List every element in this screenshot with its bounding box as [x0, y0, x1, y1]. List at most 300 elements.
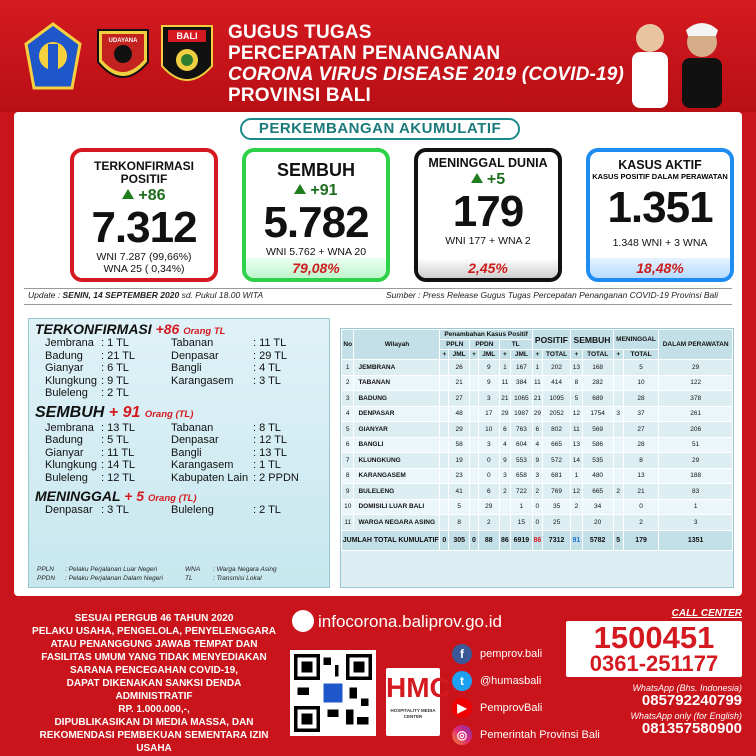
- table-cell: JEMBRANA: [354, 360, 440, 376]
- region-table-body: [342, 360, 733, 551]
- recovered-percentage: 79,08%: [246, 258, 386, 278]
- region-count: : 13 TL: [253, 446, 288, 459]
- region-name: Tabanan: [171, 421, 214, 434]
- table-cell: 553: [511, 453, 533, 469]
- social-handle: @humasbali: [480, 674, 542, 687]
- header-title-line-3: CORONA VIRUS DISEASE 2019 (COVID-19): [228, 64, 625, 85]
- table-row: [342, 422, 733, 438]
- region-count: : 6 TL: [101, 362, 129, 374]
- table-cell: TABANAN: [354, 375, 440, 391]
- recovered-breakdown: WNI 5.762 + WNA 20: [265, 246, 367, 258]
- table-cell: 8: [342, 468, 354, 484]
- table-row: [342, 515, 733, 531]
- twitter-icon: t: [452, 671, 472, 691]
- table-cell: 6: [532, 422, 542, 438]
- instagram-icon: ◎: [452, 725, 472, 745]
- table-row: [342, 375, 733, 391]
- table-cell: GIANYAR: [354, 422, 440, 438]
- col-no: No: [342, 330, 354, 360]
- bali-province-logo: [24, 22, 82, 92]
- table-cell: 3: [478, 391, 499, 407]
- table-cell: 29: [659, 360, 733, 376]
- region-count: : 3 TL: [101, 504, 129, 516]
- table-cell: 21: [532, 391, 542, 407]
- table-cell: [470, 515, 479, 531]
- udayana-military-logo: [94, 22, 152, 92]
- table-cell: 665: [542, 437, 570, 453]
- table-cell: 6: [342, 437, 354, 453]
- region-count: [253, 387, 333, 400]
- region-count: : 3 TL: [253, 374, 281, 387]
- region-name: Jembrana: [45, 421, 94, 434]
- table-cell: 25: [542, 515, 570, 531]
- table-cell: WARGA NEGARA ASING: [354, 515, 440, 531]
- table-cell: [470, 499, 479, 515]
- table-cell: 3: [342, 391, 354, 407]
- col-jml: JML: [511, 350, 533, 360]
- table-cell: [440, 453, 449, 469]
- table-cell: 1: [532, 360, 542, 376]
- deaths-breakdown-heading: MENINGGAL + 5 Orang (TL): [35, 488, 197, 504]
- table-cell: 9: [342, 484, 354, 500]
- table-cell: [613, 468, 623, 484]
- daily-breakdown-panel: [28, 318, 330, 588]
- notice-line: RP. 1.000.000,-,: [118, 704, 190, 715]
- regulation-notice: [30, 612, 278, 755]
- region-count: : 1 TL: [101, 337, 129, 349]
- col-plus: +: [440, 350, 449, 360]
- table-cell: 48: [449, 406, 470, 422]
- table-cell: BANGLI: [354, 437, 440, 453]
- call-center: [566, 608, 742, 737]
- table-cell: 37: [623, 406, 659, 422]
- table-cell: 29: [499, 406, 510, 422]
- confirmed-breakdown-heading: TERKONFIRMASI +86 Orang TL: [35, 321, 226, 337]
- region-count: : 11 TL: [253, 337, 287, 349]
- legend-row: [37, 574, 313, 583]
- table-cell: 3: [659, 515, 733, 531]
- col-penambahan: Penambahan Kasus Positif: [440, 330, 532, 340]
- region-name: Karangasem: [171, 459, 234, 471]
- region-name: Gianyar: [45, 362, 84, 374]
- facebook-icon: f: [452, 644, 472, 664]
- table-cell: 7: [342, 453, 354, 469]
- region-name: Denpasar: [171, 349, 219, 362]
- recovered-delta: +91: [246, 182, 386, 200]
- table-cell: 3: [532, 468, 542, 484]
- table-cell: [440, 437, 449, 453]
- total-cell: 305: [449, 530, 470, 550]
- table-cell: [613, 391, 623, 407]
- table-cell: 261: [659, 406, 733, 422]
- table-cell: 378: [659, 391, 733, 407]
- table-cell: 122: [659, 375, 733, 391]
- table-cell: 480: [582, 468, 613, 484]
- col-plus: +: [532, 350, 542, 360]
- table-cell: 9: [532, 453, 542, 469]
- table-row: [342, 406, 733, 422]
- qr-code-image: [294, 654, 372, 732]
- table-cell: 83: [659, 484, 733, 500]
- table-cell: 6: [499, 422, 510, 438]
- table-cell: 658: [511, 468, 533, 484]
- table-cell: [470, 453, 479, 469]
- website-link[interactable]: infocorona.baliprov.go.id: [292, 610, 502, 632]
- table-cell: BULELENG: [354, 484, 440, 500]
- notice-line: SESUAI PERGUB 46 TAHUN 2020: [74, 613, 234, 624]
- region-count: : 29 TL: [253, 349, 288, 362]
- table-cell: 23: [449, 468, 470, 484]
- col-total: TOTAL: [623, 350, 659, 360]
- table-cell: 202: [542, 360, 570, 376]
- table-cell: 1: [342, 360, 354, 376]
- social-handle: Pemerintah Provinsi Bali: [480, 728, 600, 741]
- table-cell: 569: [582, 422, 613, 438]
- legend-text: WNA: [185, 566, 201, 573]
- main-card: [14, 112, 742, 596]
- active-total: 1.351: [607, 183, 713, 232]
- table-cell: 0: [478, 468, 499, 484]
- legend-text: PPDN: [37, 575, 56, 582]
- table-cell: 3: [499, 468, 510, 484]
- active-percentage: 18,48%: [590, 258, 730, 278]
- table-cell: 3: [613, 406, 623, 422]
- social-handle: pemprov.bali: [480, 647, 543, 660]
- table-cell: 21: [623, 484, 659, 500]
- table-cell: [440, 375, 449, 391]
- table-row: [342, 437, 733, 453]
- polda-bali-logo: [158, 22, 216, 92]
- deaths-card: [414, 148, 562, 282]
- total-cell: 1351: [659, 530, 733, 550]
- col-plus: +: [499, 350, 510, 360]
- deaths-title: MENINGGAL DUNIA: [428, 156, 548, 170]
- social-handle: PemprovBali: [480, 701, 543, 714]
- table-cell: [440, 468, 449, 484]
- region-name: Klungkung: [45, 459, 97, 471]
- table-cell: [571, 515, 582, 531]
- table-cell: 28: [623, 437, 659, 453]
- region-count: : 4 TL: [253, 362, 281, 374]
- table-cell: [470, 422, 479, 438]
- table-row: [342, 360, 733, 376]
- table-cell: 10: [623, 375, 659, 391]
- total-cell: 88: [478, 530, 499, 550]
- legend-text: : Pelaku Perjalanan Dalam Negeri: [65, 575, 163, 582]
- table-cell: 11: [532, 375, 542, 391]
- table-cell: [613, 499, 623, 515]
- table-cell: 1987: [511, 406, 533, 422]
- table-cell: [440, 499, 449, 515]
- active-subtitle: KASUS POSITIF DALAM PERAWATAN: [592, 172, 728, 181]
- whatsapp-label-indonesia: WhatsApp (Bhs. Indonesia): [632, 683, 742, 693]
- legend-text: PPLN: [37, 566, 54, 573]
- region-table: [341, 329, 733, 551]
- table-cell: 2052: [542, 406, 570, 422]
- col-meninggal: MENINGGAL: [613, 330, 659, 350]
- table-cell: 282: [582, 375, 613, 391]
- table-cell: DENPASAR: [354, 406, 440, 422]
- legend-row: [37, 565, 313, 574]
- update-line: Update : SENIN, 14 SEPTEMBER 2020 sd. Pukul 18.00 WITA: [28, 290, 264, 300]
- table-cell: 572: [542, 453, 570, 469]
- table-cell: [613, 437, 623, 453]
- confirmed-wni: WNI 7.287 (99,66%): [96, 251, 192, 263]
- hmc-caption: HOSPITALITY MEDIA CENTER: [390, 708, 436, 719]
- total-cell: 86: [532, 530, 542, 550]
- confirmed-wna: WNA 25 ( 0,34%): [103, 263, 185, 275]
- notice-line: FASILITAS UMUM YANG TIDAK MENYEDIAKAN: [41, 652, 267, 663]
- region-name: Jembrana: [45, 337, 94, 349]
- col-plus: +: [470, 350, 479, 360]
- table-cell: 4: [532, 437, 542, 453]
- notice-line: DAPAT DIKENAKAN SANKSI DENDA ADMINISTRATIF: [66, 678, 242, 702]
- globe-icon: [292, 610, 314, 632]
- deaths-total: 179: [452, 187, 524, 236]
- region-count: : 11 TL: [101, 446, 135, 459]
- abbreviation-legend: [37, 565, 313, 583]
- table-cell: [499, 515, 510, 531]
- active-breakdown: 1.348 WNI + 3 WNA: [612, 237, 708, 249]
- table-cell: 9: [478, 360, 499, 376]
- table-cell: 2: [571, 499, 582, 515]
- divider: [24, 288, 732, 289]
- total-cell: 0: [440, 530, 449, 550]
- legend-text: : Transmisi Lokal: [213, 575, 262, 582]
- table-cell: 27: [623, 422, 659, 438]
- header-title: [228, 22, 624, 106]
- region-count: : 5 TL: [101, 434, 129, 446]
- hmc-logo: [386, 668, 450, 736]
- table-cell: [499, 499, 510, 515]
- table-cell: 21: [499, 391, 510, 407]
- table-cell: [470, 375, 479, 391]
- recovered-breakdown-list: [29, 422, 329, 485]
- table-cell: 769: [542, 484, 570, 500]
- recovered-card: [242, 148, 390, 282]
- region-name: Bangli: [171, 446, 202, 459]
- table-cell: 4: [499, 437, 510, 453]
- table-row: [342, 484, 733, 500]
- table-cell: 8: [623, 453, 659, 469]
- table-cell: 17: [478, 406, 499, 422]
- region-count: : 14 TL: [101, 459, 136, 471]
- table-total-row: [342, 530, 733, 550]
- total-cell: 5: [613, 530, 623, 550]
- region-name: Karangasem: [171, 374, 234, 387]
- table-cell: 1: [571, 468, 582, 484]
- table-cell: 29: [532, 406, 542, 422]
- region-count: : 2 PPDN: [253, 471, 299, 484]
- table-cell: 2: [478, 515, 499, 531]
- whatsapp-label-english: WhatsApp only (for English): [630, 711, 742, 721]
- table-cell: 2: [499, 484, 510, 500]
- table-cell: [440, 360, 449, 376]
- confirmed-title: TERKONFIRMASI POSITIF: [94, 159, 194, 186]
- table-cell: 13: [571, 437, 582, 453]
- table-cell: 763: [511, 422, 533, 438]
- deaths-breakdown: WNI 177 + WNA 2: [445, 235, 531, 247]
- table-cell: 0: [478, 453, 499, 469]
- table-cell: 41: [449, 484, 470, 500]
- table-cell: 26: [449, 360, 470, 376]
- up-arrow-icon: [294, 184, 306, 194]
- header-banner: [0, 0, 756, 112]
- table-cell: 1: [659, 499, 733, 515]
- table-cell: 8: [571, 375, 582, 391]
- table-cell: 1095: [542, 391, 570, 407]
- table-cell: 586: [582, 437, 613, 453]
- deaths-breakdown-list: [29, 504, 329, 517]
- total-cell: 6919: [511, 530, 533, 550]
- table-cell: 167: [511, 360, 533, 376]
- region-name: Klungkung: [45, 374, 97, 387]
- table-cell: [440, 406, 449, 422]
- table-cell: 802: [542, 422, 570, 438]
- table-cell: 19: [449, 453, 470, 469]
- youtube-icon: ▶: [452, 698, 472, 718]
- table-cell: 689: [582, 391, 613, 407]
- table-cell: 5: [449, 499, 470, 515]
- region-count: : 2 TL: [253, 504, 281, 516]
- recovered-total: 5.782: [263, 198, 369, 247]
- table-cell: 206: [659, 422, 733, 438]
- whatsapp-number-english[interactable]: 081357580900: [641, 720, 742, 737]
- table-cell: 665: [582, 484, 613, 500]
- region-count: : 21 TL: [101, 349, 136, 362]
- call-center-number[interactable]: 1500451: [593, 620, 715, 655]
- table-row: [342, 453, 733, 469]
- table-cell: BADUNG: [354, 391, 440, 407]
- notice-line: SARANA PENCEGAHAN COVID-19,: [70, 665, 238, 676]
- confirmed-breakdown-list: [29, 337, 329, 400]
- active-card: [586, 148, 734, 282]
- recovered-breakdown-heading: SEMBUH + 91 Orang (TL): [35, 403, 194, 421]
- call-center-label: CALL CENTER: [671, 608, 742, 619]
- col-jml: JML: [449, 350, 470, 360]
- region-count: : 9 TL: [101, 374, 129, 387]
- table-cell: 13: [571, 360, 582, 376]
- hmc-mark-icon: HMC: [386, 672, 450, 703]
- table-cell: 29: [449, 422, 470, 438]
- polda-logo-text: BALI: [176, 31, 198, 41]
- table-cell: 188: [659, 468, 733, 484]
- table-cell: 9: [499, 453, 510, 469]
- table-cell: 21: [449, 375, 470, 391]
- table-cell: KLUNGKUNG: [354, 453, 440, 469]
- table-cell: 11: [571, 422, 582, 438]
- table-cell: 12: [571, 406, 582, 422]
- total-label: JUMLAH TOTAL KUMULATIF: [342, 530, 440, 550]
- notice-line: REKOMENDASI PEMBEKUAN SEMENTARA IZIN USAHA: [39, 730, 269, 754]
- table-cell: KARANGASEM: [354, 468, 440, 484]
- header-title-line-4: PROVINSI BALI: [228, 85, 372, 106]
- confirmed-delta: +86: [74, 187, 214, 205]
- table-cell: 11: [342, 515, 354, 531]
- region-name: Buleleng: [171, 504, 214, 516]
- col-jml: JML: [478, 350, 499, 360]
- table-cell: 1065: [511, 391, 533, 407]
- recovered-title: SEMBUH: [276, 160, 355, 180]
- source-line: Sumber : Press Release Gugus Tugas Percepatan Penanganan COVID-19 Provinsi Bali: [386, 290, 719, 300]
- table-row: [342, 499, 733, 515]
- table-cell: 1754: [582, 406, 613, 422]
- table-cell: [440, 422, 449, 438]
- table-cell: 51: [659, 437, 733, 453]
- table-cell: 20: [582, 515, 613, 531]
- table-cell: [613, 375, 623, 391]
- up-arrow-icon: [471, 173, 483, 183]
- table-cell: 5: [623, 360, 659, 376]
- table-cell: 168: [582, 360, 613, 376]
- section-heading: PERKEMBANGAN AKUMULATIF: [240, 118, 520, 140]
- table-cell: 1: [499, 360, 510, 376]
- table-cell: 0: [623, 499, 659, 515]
- table-cell: 2: [613, 484, 623, 500]
- col-wilayah: Wilayah: [354, 330, 440, 360]
- table-cell: DOMISILI LUAR BALI: [354, 499, 440, 515]
- table-cell: 1: [511, 499, 533, 515]
- total-cell: 91: [571, 530, 582, 550]
- table-cell: 6: [478, 484, 499, 500]
- table-cell: 5: [571, 391, 582, 407]
- col-tl: TL: [499, 340, 532, 350]
- active-title: KASUS AKTIF: [618, 158, 702, 172]
- call-center-panel: [566, 621, 742, 677]
- table-cell: 4: [342, 406, 354, 422]
- table-cell: 2: [532, 484, 542, 500]
- col-dalam-perawatan: DALAM PERAWATAN: [659, 330, 733, 360]
- region-name: Denpasar: [45, 504, 93, 516]
- region-name: Buleleng: [45, 387, 88, 399]
- region-count: : 1 TL: [253, 459, 281, 471]
- udayana-logo-text: UDAYANA: [108, 38, 138, 44]
- region-name: Buleleng: [45, 471, 88, 484]
- table-cell: 722: [511, 484, 533, 500]
- region-name: Kabupaten Lain: [171, 471, 249, 484]
- region-name: Gianyar: [45, 446, 84, 459]
- table-cell: 27: [449, 391, 470, 407]
- table-cell: [470, 437, 479, 453]
- region-name: [171, 387, 253, 400]
- table-row: [342, 391, 733, 407]
- table-cell: [440, 484, 449, 500]
- region-name: Badung: [45, 349, 83, 362]
- region-count: : 2 TL: [101, 387, 129, 399]
- confirmed-card: [70, 148, 218, 282]
- table-cell: 5: [342, 422, 354, 438]
- region-name: Badung: [45, 434, 83, 446]
- divider: [24, 304, 732, 305]
- up-arrow-icon: [122, 189, 134, 199]
- col-total: TOTAL: [542, 350, 570, 360]
- table-cell: 681: [542, 468, 570, 484]
- header-title-line-1: GUGUS TUGAS: [228, 22, 372, 43]
- region-count: : 8 TL: [253, 421, 281, 434]
- qr-code[interactable]: [290, 650, 376, 736]
- call-center-alt-number[interactable]: 0361-251177: [589, 651, 719, 676]
- region-name: Denpasar: [171, 434, 219, 446]
- table-cell: 535: [582, 453, 613, 469]
- col-total: TOTAL: [582, 350, 613, 360]
- total-cell: 86: [499, 530, 510, 550]
- table-cell: 14: [571, 453, 582, 469]
- whatsapp-number-indonesia[interactable]: 085792240799: [641, 692, 742, 709]
- notice-line: DIPUBLIKASIKAN DI MEDIA MASSA, DAN: [54, 717, 254, 728]
- table-cell: 414: [542, 375, 570, 391]
- table-cell: [440, 515, 449, 531]
- table-cell: 3: [478, 437, 499, 453]
